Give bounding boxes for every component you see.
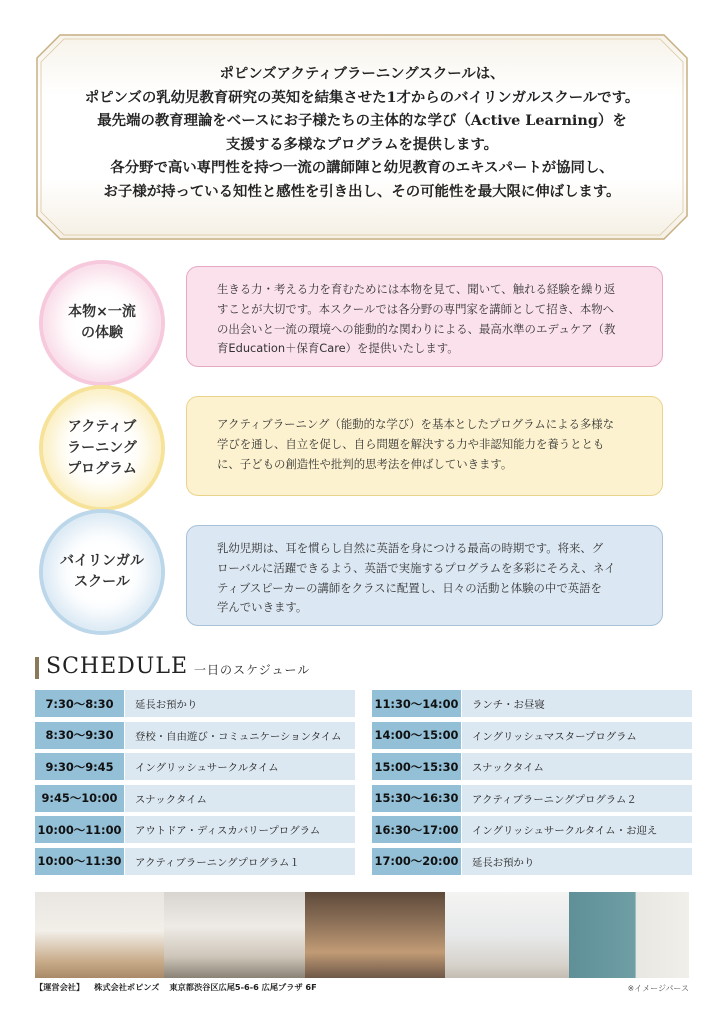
feature-line: すことが大切です。本スクールでは各分野の専門家を講師として招き、本物へ (217, 301, 615, 316)
company-name: 株式会社ポピンズ (94, 982, 160, 992)
feature-circle-authentic (43, 264, 161, 382)
schedule-time: 11:30〜14:00 (372, 690, 461, 717)
schedule-row (372, 848, 692, 875)
feature-title: アクティブ ラーニング プログラム (67, 418, 137, 477)
interior-photo-playroom (445, 892, 569, 978)
photo-strip (35, 892, 689, 978)
footer-info (35, 982, 327, 993)
schedule-time: 15:30〜16:30 (372, 785, 461, 812)
schedule-activity: スナックタイム (125, 785, 355, 812)
feature-title: 本物×一流 の体験 (68, 304, 136, 341)
intro-line: 支援する多様なプログラムを提供します。 (225, 135, 499, 153)
schedule-activity: イングリッシュマスタープログラム (462, 722, 692, 749)
feature-line: 生きる力・考える力を育むためには本物を見て、聞いて、触れる経験を繰り返 (217, 282, 616, 296)
schedule-row (372, 785, 692, 812)
schedule-activity: イングリッシュサークルタイム (125, 753, 355, 780)
schedule-column-right (372, 690, 692, 879)
schedule-activity: アウトドア・ディスカバリープログラム (125, 816, 355, 843)
feature-line: ティブスピーカーの講師をクラスに配置し、日々の活動と体験の中で英語を (217, 580, 602, 595)
company-address: 東京都渋谷区広尾5-6-6 広尾プラザ 6F (169, 982, 317, 992)
interior-photo-classroom (569, 892, 689, 978)
intro-line: ポピンズアクティブラーニングスクールは、 (219, 65, 505, 82)
intro-text (44, 62, 680, 204)
schedule-time: 9:30〜9:45 (35, 753, 124, 780)
feature-line: 乳幼児期は、耳を慣らし自然に英語を身につける最高の時期です。将来、グ (217, 541, 604, 555)
schedule-row (372, 690, 692, 717)
intro-line: お子様が持っている知性と感性を引き出し、その可能性を最大限に伸ばします。 (103, 182, 621, 200)
schedule-row (372, 722, 692, 749)
feature-circle-bilingual (43, 513, 161, 631)
schedule-row (35, 816, 355, 843)
interior-photo-entrance (35, 892, 164, 978)
feature-line: の出会いと一流の環境への能動的な関わりによる、最高水準のエデュケア（教 (217, 321, 616, 336)
schedule-row (35, 722, 355, 749)
schedule-row (35, 785, 355, 812)
schedule-time: 16:30〜17:00 (372, 816, 461, 843)
schedule-activity: 登校・自由遊び・コミュニケーションタイム (125, 722, 355, 749)
schedule-activity: イングリッシュサークルタイム・お迎え (462, 816, 692, 843)
image-note: ※イメージパース (627, 984, 689, 993)
schedule-activity: ランチ・お昼寝 (462, 690, 692, 717)
schedule-subtitle: 一日のスケジュール (194, 663, 311, 677)
schedule-activity: 延長お預かり (125, 690, 355, 717)
schedule-row (372, 753, 692, 780)
schedule-activity: アクティブラーニングプログラム２ (462, 785, 692, 812)
feature-line: 育Education＋保育Care）を提供いたします。 (217, 341, 459, 356)
feature-line: に、子どもの創造性や批判的思考法を伸ばしていきます。 (217, 456, 513, 471)
schedule-time: 9:45〜10:00 (35, 785, 124, 812)
schedule-row (35, 690, 355, 717)
schedule-row (35, 848, 355, 875)
schedule-activity: スナックタイム (462, 753, 692, 780)
schedule-accent-bar (35, 657, 39, 679)
intro-line: 最先端の教育理論をベースにお子様たちの主体的な学び（Active Learning）を (97, 112, 627, 130)
feature-box-bilingual (186, 525, 663, 626)
feature-circle-active-learning (43, 389, 161, 507)
schedule-row (372, 816, 692, 843)
schedule-activity: アクティブラーニングプログラム１ (125, 848, 355, 875)
schedule-row (35, 753, 355, 780)
intro-line: ポピンズの乳幼児教育研究の英知を結集させた1才からのバイリンガルスクールです。 (84, 88, 640, 106)
feature-box-authentic (186, 266, 663, 367)
schedule-title: SCHEDULE (46, 654, 188, 679)
schedule-time: 7:30〜8:30 (35, 690, 124, 717)
interior-photo-library (305, 892, 445, 978)
feature-line: 学びを通し、自立を促し、自ら問題を解決する力や非認知能力を養うととも (217, 436, 605, 451)
feature-title: バイリンガル スクール (60, 553, 144, 590)
feature-line: 学んでいきます。 (217, 600, 308, 615)
schedule-column-left (35, 690, 355, 879)
operator-label: 【運営会社】 (35, 982, 85, 992)
schedule-activity: 延長お預かり (462, 848, 692, 875)
schedule-time: 10:00〜11:30 (35, 848, 124, 875)
schedule-time: 8:30〜9:30 (35, 722, 124, 749)
intro-line: 各分野で高い専門性を持つ一流の講師陣と幼児教育のエキスパートが協同し、 (110, 159, 614, 177)
feature-line: ローバルに活躍できるよう、英語で実施するプログラムを多彩にそろえ、ネイ (217, 560, 616, 575)
schedule-time: 17:00〜20:00 (372, 848, 461, 875)
interior-photo-hallway (164, 892, 305, 978)
schedule-time: 10:00〜11:00 (35, 816, 124, 843)
feature-box-active-learning (186, 396, 663, 496)
schedule-time: 14:00〜15:00 (372, 722, 461, 749)
schedule-time: 15:00〜15:30 (372, 753, 461, 780)
feature-line: アクティブラーニング（能動的な学び）を基本としたプログラムによる多様な (217, 417, 615, 431)
